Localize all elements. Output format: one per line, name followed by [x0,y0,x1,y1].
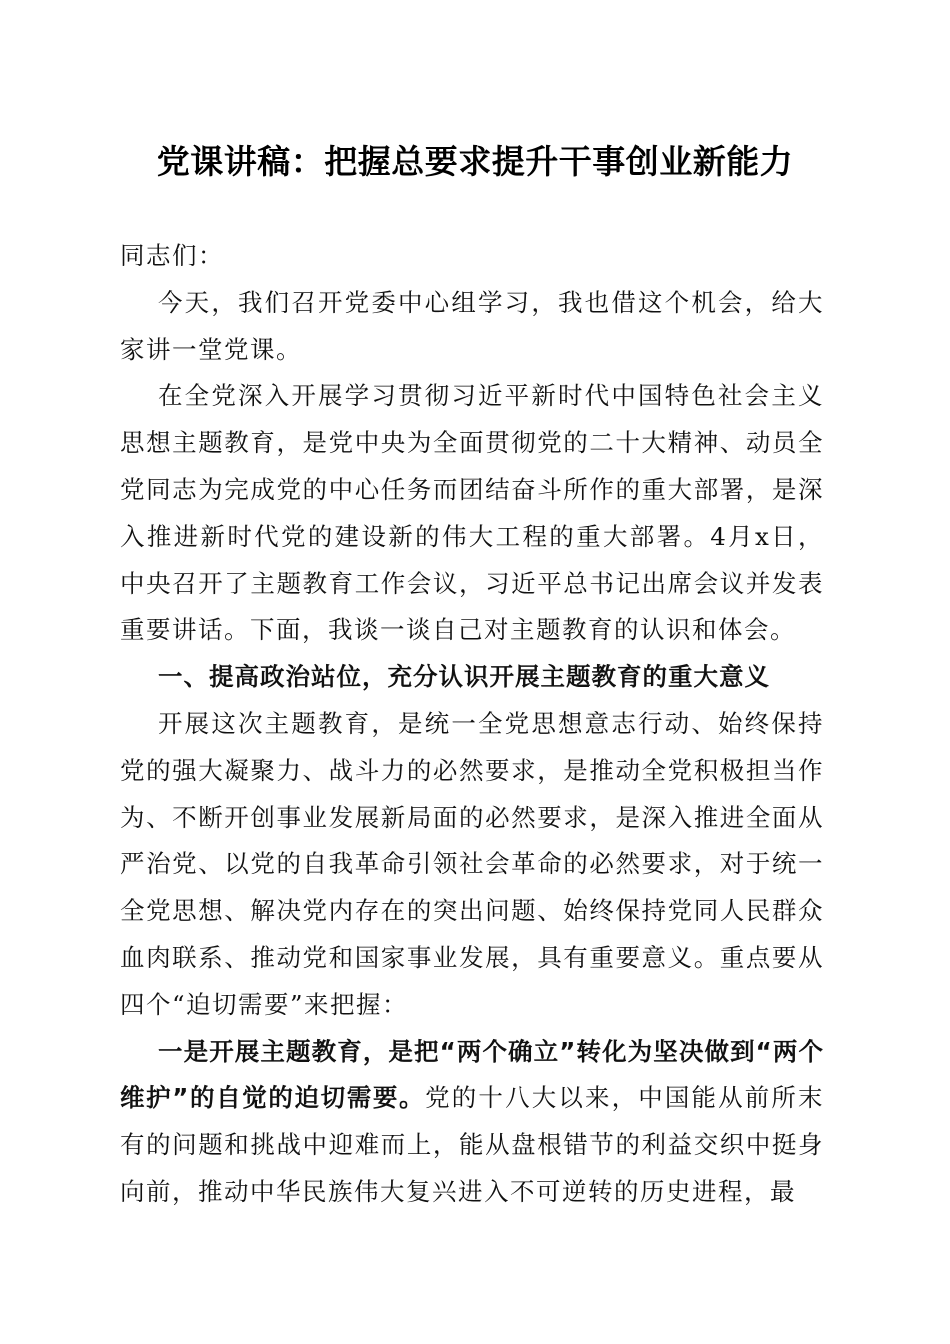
point-one-text: 党的十八大以来，中国能从前所末有的问题和挑战中迎难而上，能从盘根错节的利益交织中挺身向前，推动中华民族伟大复兴进入不可逆转的历史进程，最 [120,1083,824,1206]
paragraph-significance: 开展这次主题教育，是统一全党思想意志行动、始终保持党的强大凝聚力、战斗力的必然要求，是推动全党积极担当作为、不断开创事业发展新局面的必然要求，是深入推进全面从严治党、以党的自我革命引领社会革命的必然要求，对于统一全党思想、解决党内存在的突出问题、始终保持党同人民群众血肉联系、推动党和国家事业发展，具有重要意义。重点要从四个“迫切需要”来把握： [120,708,824,1019]
salutation: 同志们： [120,241,224,270]
section-heading-1: 一、提高政治站位，充分认识开展主题教育的重大意义 [158,662,770,692]
paragraph-background: 在全党深入开展学习贯彻习近平新时代中国特色社会主义思想主题教育，是党中央为全面贯彻党的二十大精神、动员全党同志为完成党的中心任务而团结奋斗所作的重大部署，是深入推进新时代党的建设新的伟大工程的重大部署。4月x日，中央召开了主题教育工作会议，习近平总书记出席会议并发表重要讲话。下面，我谈一谈自己对主题教育的认识和体会。 [120,381,824,645]
paragraph-point-one [120,1029,824,1216]
point-one-lead: 一是开展主题教育，是把“两个确立”转化为坚决做到“两个维护”的自觉的迫切需要。 [120,1036,824,1113]
paragraph-opening: 今天，我们召开党委中心组学习，我也借这个机会，给大家讲一堂党课。 [120,287,824,364]
document-title: 党课讲稿：把握总要求提升干事创业新能力 [156,142,794,181]
document-body [120,233,824,1216]
